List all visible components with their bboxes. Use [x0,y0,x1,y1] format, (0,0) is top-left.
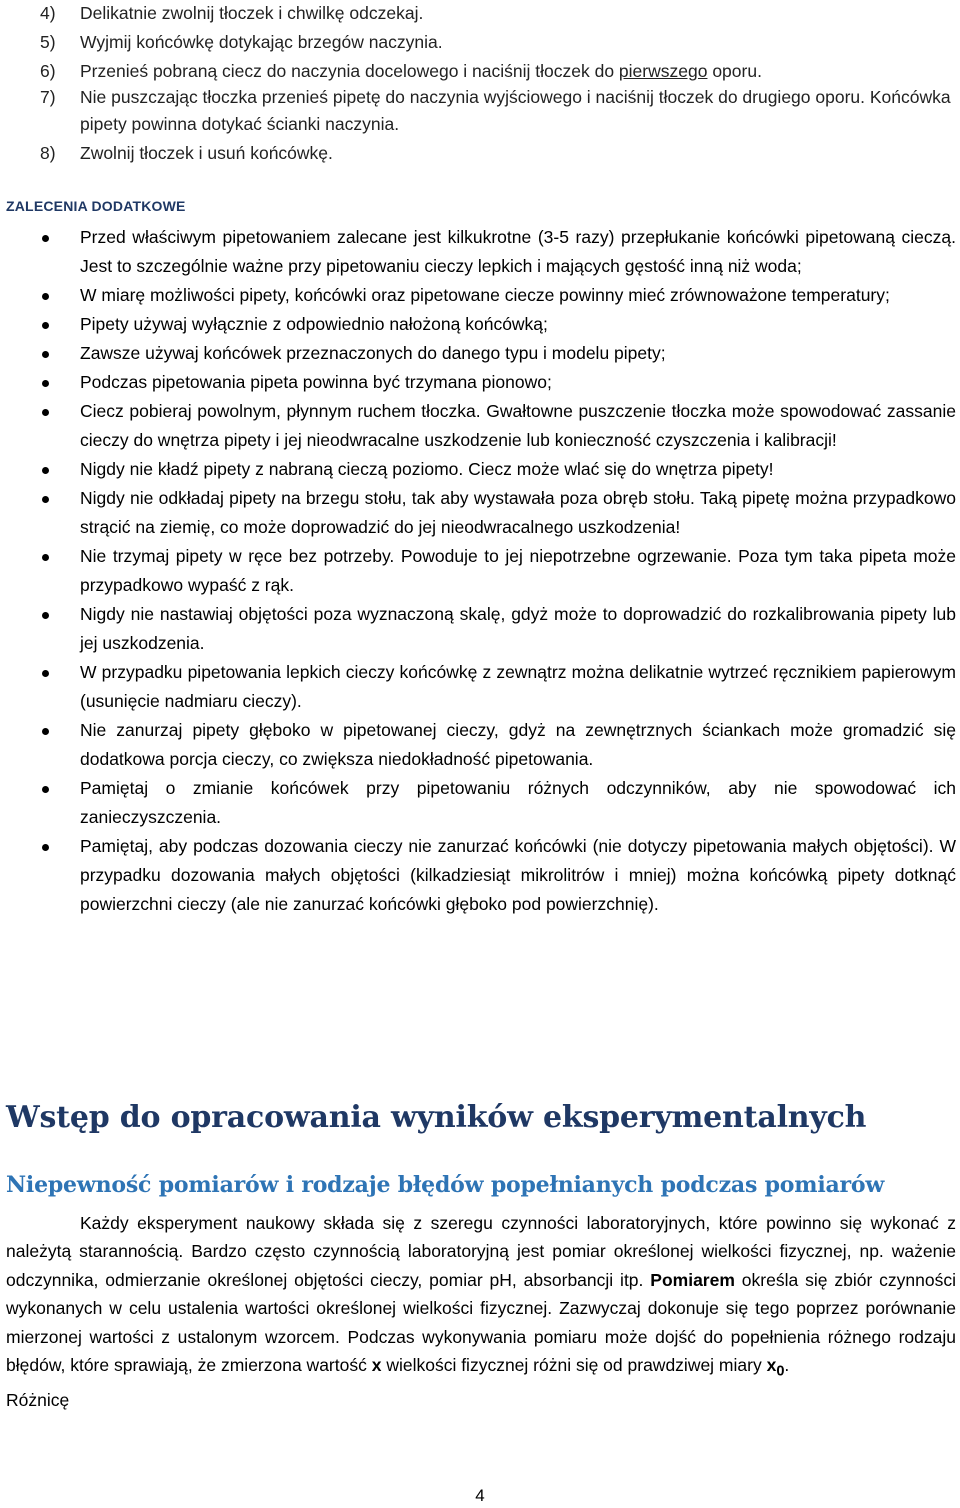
page-number: 4 [475,1486,485,1505]
recommendations-heading: ZALECENIA DODATKOWE [6,198,186,214]
step-4 [40,0,423,27]
list-item [40,281,956,310]
list-item-text: Podczas pipetowania pipeta powinna być trzymana pionowo; [80,372,552,392]
step-text: Nie puszczając tłoczka przenieś pipetę do naczynia wyjściowego i naciśnij tłoczek do drugiego oporu. Końcówka pipety powinna dotykać ścianki naczynia. [80,87,951,134]
bullet-icon [42,670,49,677]
bullet-icon [42,322,49,329]
paragraph-text-d: . [784,1355,790,1376]
recommendations-list [40,223,956,919]
paragraph-text-e: Różnicę [6,1389,70,1410]
bullet-icon [42,844,49,851]
list-item-text: Zawsze używaj końcówek przeznaczonych do danego typu i modelu pipety; [80,343,666,363]
list-item [40,339,956,368]
list-item-text: Nigdy nie kładź pipety z nabraną cieczą poziomo. Ciecz może wlać się do wnętrza pipety! [80,459,774,479]
variable-x0-base: x [766,1355,777,1376]
list-item-text: Pamiętaj, aby podczas dozowania cieczy nie zanurzać końcówki (nie dotyczy pipetowania małych objętości). W przypadku dozowania małych objętości (kilkadziesiąt mikrolitrów i mniej) można końcówką pipety dotknąć powierzchni cieczy (ale nie zanurzać końcówki głęboko pod powierzchnię). [80,836,956,914]
list-item-text: Pamiętaj o zmianie końcówek przy pipetowaniu różnych odczynników, aby nie spowodować ich zanieczyszczenia. [80,778,956,827]
paragraph-text-a: Każdy eksperyment naukowy składa się z szeregu czynności laboratoryjnych, które powinno się wykonać z należytą starannością. Bardzo często czynnością laboratoryjną jest pomiar określonej wielkości fizycznej, np. ważenie odczynnika, odmierzanie określonej objętości cieczy, pomiar pH, absorbancji itp. [6,1213,956,1290]
list-item [40,223,956,281]
section-subtitle: Niepewność pomiarów i rodzaje błędów popełnianych podczas pomiarów [6,1172,885,1198]
step-5 [40,29,443,56]
list-item [40,310,956,339]
step-text-underlined: pierwszego [618,61,708,81]
bullet-icon [42,293,49,300]
bullet-icon [42,786,49,793]
list-item [40,600,956,658]
list-item [40,716,956,774]
list-item [40,658,956,716]
section-title: Wstęp do opracowania wyników eksperymentalnych [6,1100,867,1135]
list-item-text: Przed właściwym pipetowaniem zalecane jest kilkukrotne (3-5 razy) przepłukanie końcówki pipetowaną cieczą. Jest to szczególnie ważne przy pipetowaniu cieczy lepkich i mających gęstość inną niż woda; [80,227,956,276]
step-text: Delikatnie zwolnij tłoczek i chwilkę odczekaj. [80,3,424,23]
list-item-text: Nie zanurzaj pipety głęboko w pipetowanej cieczy, gdyż na zewnętrznych ściankach może gromadzić się dodatkowa porcja cieczy, co zwiększa niedokładność pipetowania. [80,720,956,769]
step-number: 6) [40,61,56,81]
list-item-text: Ciecz pobieraj powolnym, płynnym ruchem tłoczka. Gwałtowne puszczenie tłoczka może spowodować zassanie cieczy do wnętrza pipety i jej nieodwracalne uszkodzenie lub konieczność czyszczenia i kalibracji! [80,401,956,450]
step-6 [40,58,762,85]
paragraph-text-b: określa się zbiór czynności wykonanych w celu ustalenia wartości określonej wielkości fizycznej. Zazwyczaj dokonuje się tego poprzez porównanie mierzonej wartości z ustalonym wzorcem. Podczas wykonywania pomiaru może dojść do popełnienia różnego rodzaju błędów, które sprawiają, że zmierzona wartość [6,1269,956,1376]
bullet-icon [42,467,49,474]
step-number: 7) [40,87,56,107]
step-number: 5) [40,32,56,52]
list-item [40,542,956,600]
list-item [40,397,956,455]
list-item [40,774,956,832]
step-text: Wyjmij końcówkę dotykając brzegów naczynia. [80,32,443,52]
variable-x0 [766,1355,785,1380]
bullet-icon [42,728,49,735]
list-item-text: W przypadku pipetowania lepkich cieczy końcówkę z zewnątrz można delikatnie wytrzeć ręcznikiem papierowym (usunięcie nadmiaru cieczy). [80,662,956,711]
list-item [40,484,956,542]
bullet-icon [42,612,49,619]
step-8 [40,140,333,167]
step-number: 4) [40,3,56,23]
paragraph-bold-term: Pomiarem [650,1269,735,1290]
list-item-text: Pipety używaj wyłącznie z odpowiednio nałożoną końcówką; [80,314,548,334]
step-7 [40,84,956,138]
list-item [40,455,956,484]
bullet-icon [42,409,49,416]
bullet-icon [42,496,49,503]
list-item-text: Nie trzymaj pipety w ręce bez potrzeby. Powoduje to jej niepotrzebne ogrzewanie. Poza tym taka pipeta może przypadkowo wypaść z rąk. [80,546,956,595]
step-number: 8) [40,143,56,163]
bullet-icon [42,554,49,561]
list-item [40,368,956,397]
step-text-post: oporu. [707,61,762,81]
list-item-text: W miarę możliwości pipety, końcówki oraz pipetowane ciecze powinny mieć zrównoważone temperatury; [80,285,890,305]
paragraph-text-c: wielkości fizycznej różni się od prawdziwej miary [381,1355,767,1376]
variable-x: x [371,1355,382,1376]
bullet-icon [42,351,49,358]
list-item [40,832,956,919]
step-text-pre: Przenieś pobraną ciecz do naczynia docelowego i naciśnij tłoczek do [80,61,619,81]
step-text [80,58,762,85]
list-item-text: Nigdy nie nastawiaj objętości poza wyznaczoną skalę, gdyż może to doprowadzić do rozkalibrowania pipety lub jej uszkodzenia. [80,604,956,653]
variable-x0-subscript: 0 [776,1363,785,1380]
step-text: Zwolnij tłoczek i usuń końcówkę. [80,143,333,163]
bullet-icon [42,235,49,242]
bullet-icon [42,380,49,387]
body-paragraph [6,1209,956,1414]
list-item-text: Nigdy nie odkładaj pipety na brzegu stołu, tak aby wystawała poza obręb stołu. Taką pipetę można przypadkowo strącić na ziemię, co może doprowadzić do jej nieodwracalnego uszkodzenia! [80,488,956,537]
